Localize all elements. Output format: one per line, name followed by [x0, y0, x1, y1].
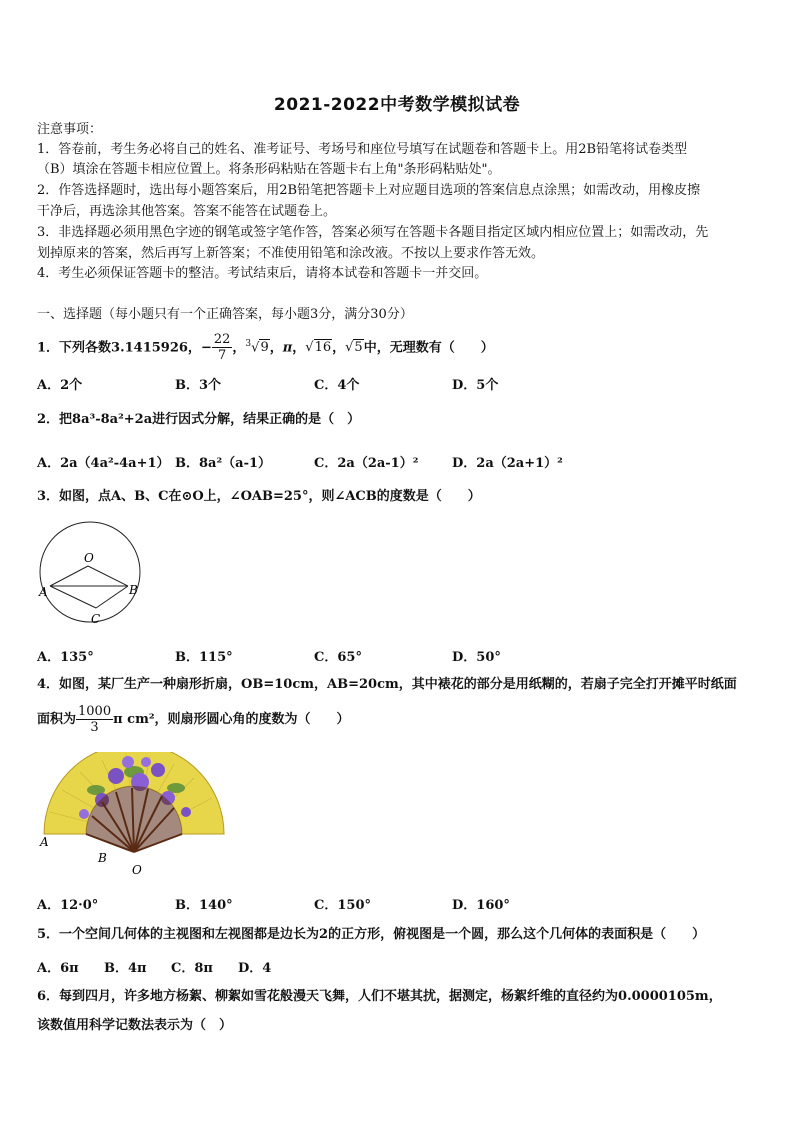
- fan-label-o: O: [132, 863, 142, 877]
- question-6-stem-line2: 该数值用科学记数法表示为（ ）: [37, 1018, 233, 1033]
- q4-option-a: A．12·0°: [37, 898, 99, 913]
- q4-frac-num: 1000: [78, 704, 112, 719]
- segment-ob: [88, 566, 128, 586]
- question-5-stem: 5．一个空间几何体的主视图和左视图都是边长为2的正方形，俯视图是一个圆，那么这个几何体的表面积是（ ）: [37, 927, 706, 942]
- segment-cb: [96, 586, 128, 608]
- q1-sep3: ，: [292, 340, 306, 356]
- q1-sqrt16-arg: 16: [314, 340, 332, 356]
- label-a: A: [39, 585, 48, 599]
- q1-sep4: ，: [332, 340, 346, 356]
- question-4-stem-line2: [37, 700, 350, 740]
- q1-lead: 1．下列各数3.1415926，: [37, 340, 201, 356]
- q2-option-a: A．2a（4a²-4a+1）: [37, 456, 170, 471]
- q5-option-d: D．4: [238, 961, 272, 976]
- q4-option-c: C．150°: [314, 898, 371, 913]
- question-1-stem: [37, 326, 494, 366]
- q3-circle-figure: [36, 516, 144, 628]
- notice-line-7: 4．考生必须保证答题卡的整洁。考试结束后，请将本试卷和答题卡一并交回。: [37, 266, 488, 281]
- q1-minus: −: [200, 340, 212, 356]
- q4-fan-figure: [36, 752, 228, 880]
- q1-sqrt5-arg: 5: [354, 340, 363, 356]
- q1-pi: π: [282, 340, 293, 356]
- notice-line-2: （B）填涂在答题卡相应位置上。将条形码粘贴在答题卡右上角"条形码粘贴处"。: [37, 162, 501, 177]
- q3-option-d: D．50°: [452, 650, 501, 665]
- q1-sep1: ，: [232, 340, 246, 356]
- q1-option-d: D．5个: [452, 378, 499, 393]
- q1-cbrt-index: 3: [245, 339, 252, 349]
- q5-option-b: B．4π: [104, 961, 147, 976]
- circle-o: [40, 522, 140, 622]
- q4-fraction: [76, 704, 113, 735]
- q1-cbrt-arg: 9: [260, 340, 269, 356]
- q4-option-b: B．140°: [175, 898, 233, 913]
- question-2-stem: 2．把8a³-8a²+2a进行因式分解，结果正确的是（ ）: [37, 412, 361, 427]
- segment-ao: [50, 566, 88, 586]
- q1-frac-num: 22: [213, 332, 231, 348]
- notice-line-3: 2．作答选择题时，选出每小题答案后，用2B铅笔把答题卡上对应题目选项的答案信息点涂黑；如需改动，用橡皮擦: [37, 183, 701, 198]
- notice-line-4: 干净后，再选涂其他答案。答案不能答在试题卷上。: [37, 204, 337, 219]
- question-3-stem: 3．如图，点A、B、C在⊙O上，∠OAB=25°，则∠ACB的度数是（ ）: [37, 489, 481, 504]
- question-4-stem-line1: 4．如图，某厂生产一种扇形折扇，OB=10cm，AB=20cm，其中裱花的部分是用纸糊的，若扇子完全打开摊平时纸面: [37, 677, 737, 692]
- q1-tail: 中，无理数有（ ）: [363, 340, 494, 356]
- q1-sep2: ，: [269, 340, 283, 356]
- section-heading: 一、选择题（每小题只有一个正确答案，每小题3分，满分30分）: [37, 307, 413, 322]
- notice-heading: 注意事项：: [37, 122, 103, 137]
- q4-option-d: D．160°: [452, 898, 510, 913]
- q1-sqrt5: √5: [345, 340, 363, 356]
- notice-line-5: 3．非选择题必须用黑色字迹的钢笔或签字笔作答，答案必须写在答题卡各题目指定区域内相应位置上；如需改动，先: [37, 225, 709, 240]
- notice-line-6: 划掉原来的答案，然后再写上新答案；不准使用铅笔和涂改液。不按以上要求作答无效。: [37, 246, 545, 261]
- q2-option-b: B．8a²（a-1）: [175, 456, 272, 471]
- q1-option-c: C．4个: [314, 378, 360, 393]
- segment-ac: [50, 586, 96, 608]
- fan-label-b: B: [98, 851, 107, 865]
- label-o: O: [84, 551, 94, 565]
- q1-option-b: B．3个: [175, 378, 222, 393]
- q5-option-a: A．6π: [37, 961, 79, 976]
- q1-option-a: A．2个: [37, 378, 83, 393]
- q5-option-c: C．8π: [171, 961, 213, 976]
- q1-cube-root: $^3$√9: [245, 339, 269, 356]
- q4-stem-prefix: 面积为: [37, 712, 77, 727]
- q3-option-c: C．65°: [314, 650, 362, 665]
- q3-option-b: B．115°: [175, 650, 233, 665]
- label-b: B: [129, 583, 138, 597]
- q4-frac-den: 3: [90, 720, 99, 735]
- q4-stem-suffix: π cm²，则扇形圆心角的度数为（ ）: [113, 712, 350, 727]
- page-title: 2021-2022中考数学模拟试卷: [273, 95, 521, 115]
- q3-option-a: A．135°: [37, 650, 94, 665]
- notice-line-1: 1．答卷前，考生务必将自己的姓名、准考证号、考场号和座位号填写在试题卷和答题卡上。用2B铅笔将试卷类型: [37, 142, 688, 157]
- q2-option-d: D．2a（2a+1）²: [452, 456, 563, 471]
- q2-option-c: C．2a（2a-1）²: [314, 456, 419, 471]
- q1-sqrt16: √16: [305, 340, 332, 356]
- q1-fraction: [212, 332, 233, 363]
- q1-frac-den: 7: [217, 348, 227, 364]
- fan-label-a: A: [40, 835, 49, 849]
- label-c: C: [91, 612, 101, 626]
- question-6-stem-line1: 6．每到四月，许多地方杨絮、柳絮如雪花般漫天飞舞，人们不堪其扰，据测定，杨絮纤维的直径约为0.0000105m，: [37, 989, 722, 1004]
